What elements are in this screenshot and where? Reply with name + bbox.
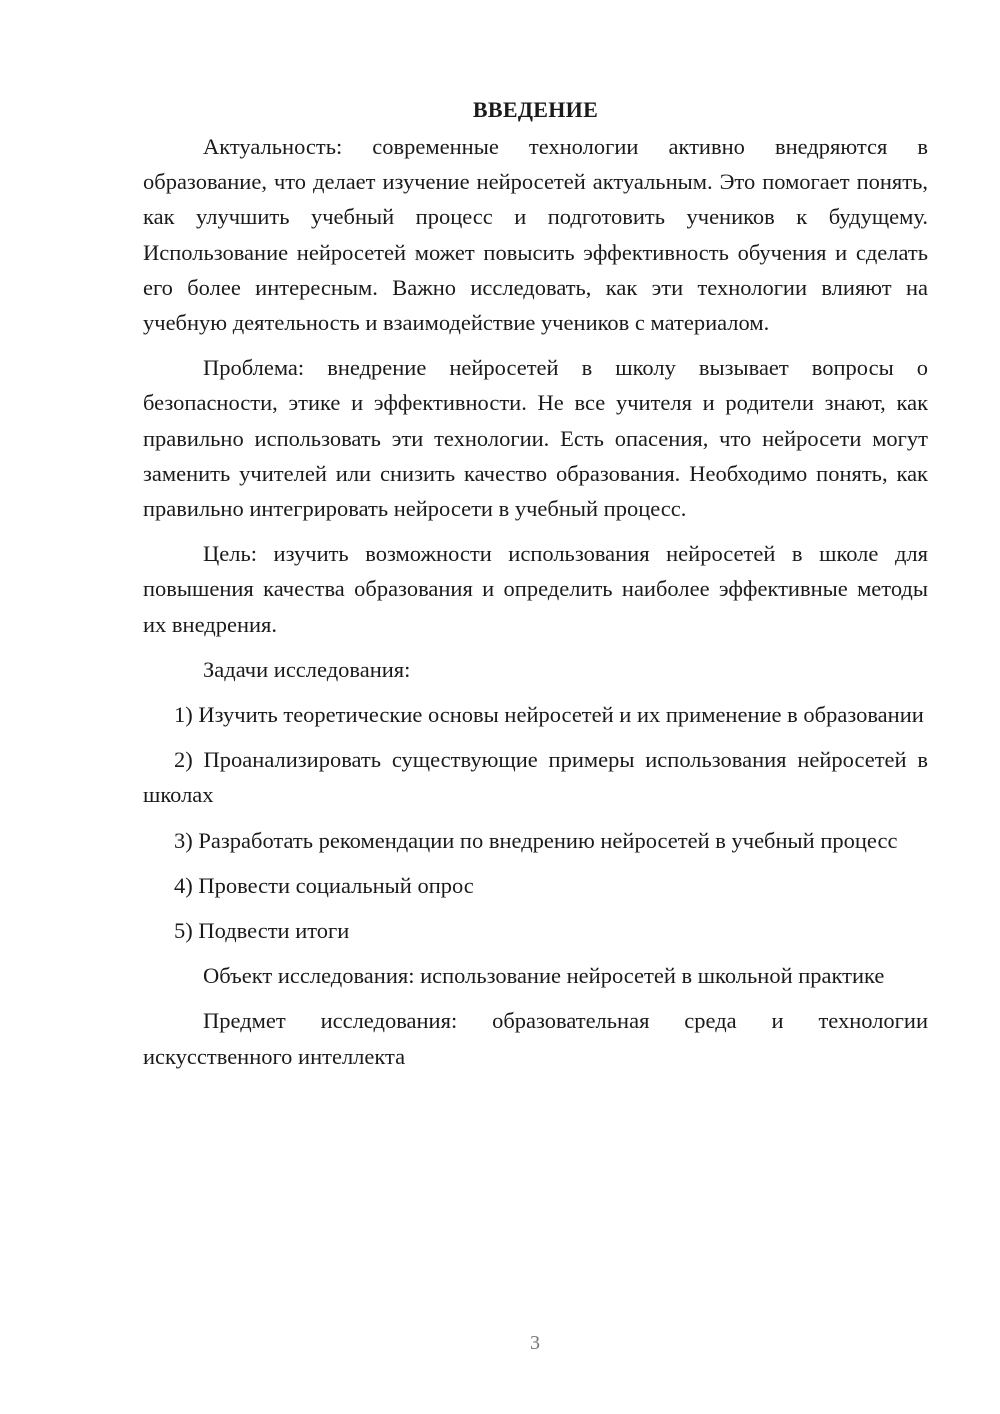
goal-paragraph: Цель: изучить возможности использования нейросетей в школе для повышения качества образования и определить наиболее эффективные методы их внедрения. [143,541,928,637]
tasks-title: Задачи исследования: [203,656,411,682]
relevance-paragraph: Актуальность: современные технологии активно внедряются в образование, что делает изучение нейросетей актуальным. Это помогает понять, как улучшить учебный процесс и подготовить учеников к будущему. Использование нейросетей может повысить эффективность обучения и сделать его более интересным. Важно исследовать, как эти технологии влияют на учебную деятельность и взаимодействие учеников с материалом. [143,134,928,336]
object-paragraph: Объект исследования: использование нейросетей в школьной практике [203,963,885,989]
task-list [143,697,928,948]
section-heading: ВВЕДЕНИЕ [472,97,599,122]
task-item: 5) Подвести итоги [174,918,350,944]
page-number: 3 [530,1332,540,1354]
task-item: 3) Разработать рекомендации по внедрению нейросетей в учебный процесс [174,827,898,853]
task-item: 2) Проанализировать существующие примеры использования нейросетей в школах [143,747,928,808]
task-item: 1) Изучить теоретические основы нейросетей и их применение в образовании [174,702,924,728]
problem-paragraph: Проблема: внедрение нейросетей в школу вызывает вопросы о безопасности, этике и эффективности. Не все учителя и родители знают, как правильно использовать эти технологии. Есть опасения, что нейросети могут заменить учителей или снизить качество образования. Необходимо понять, как правильно интегрировать нейросети в учебный процесс. [143,355,928,522]
subject-paragraph: Предмет исследования: образовательная среда и технологии искусственного интеллекта [143,1008,928,1069]
page-content [143,92,928,1084]
task-item: 4) Провести социальный опрос [174,872,474,898]
